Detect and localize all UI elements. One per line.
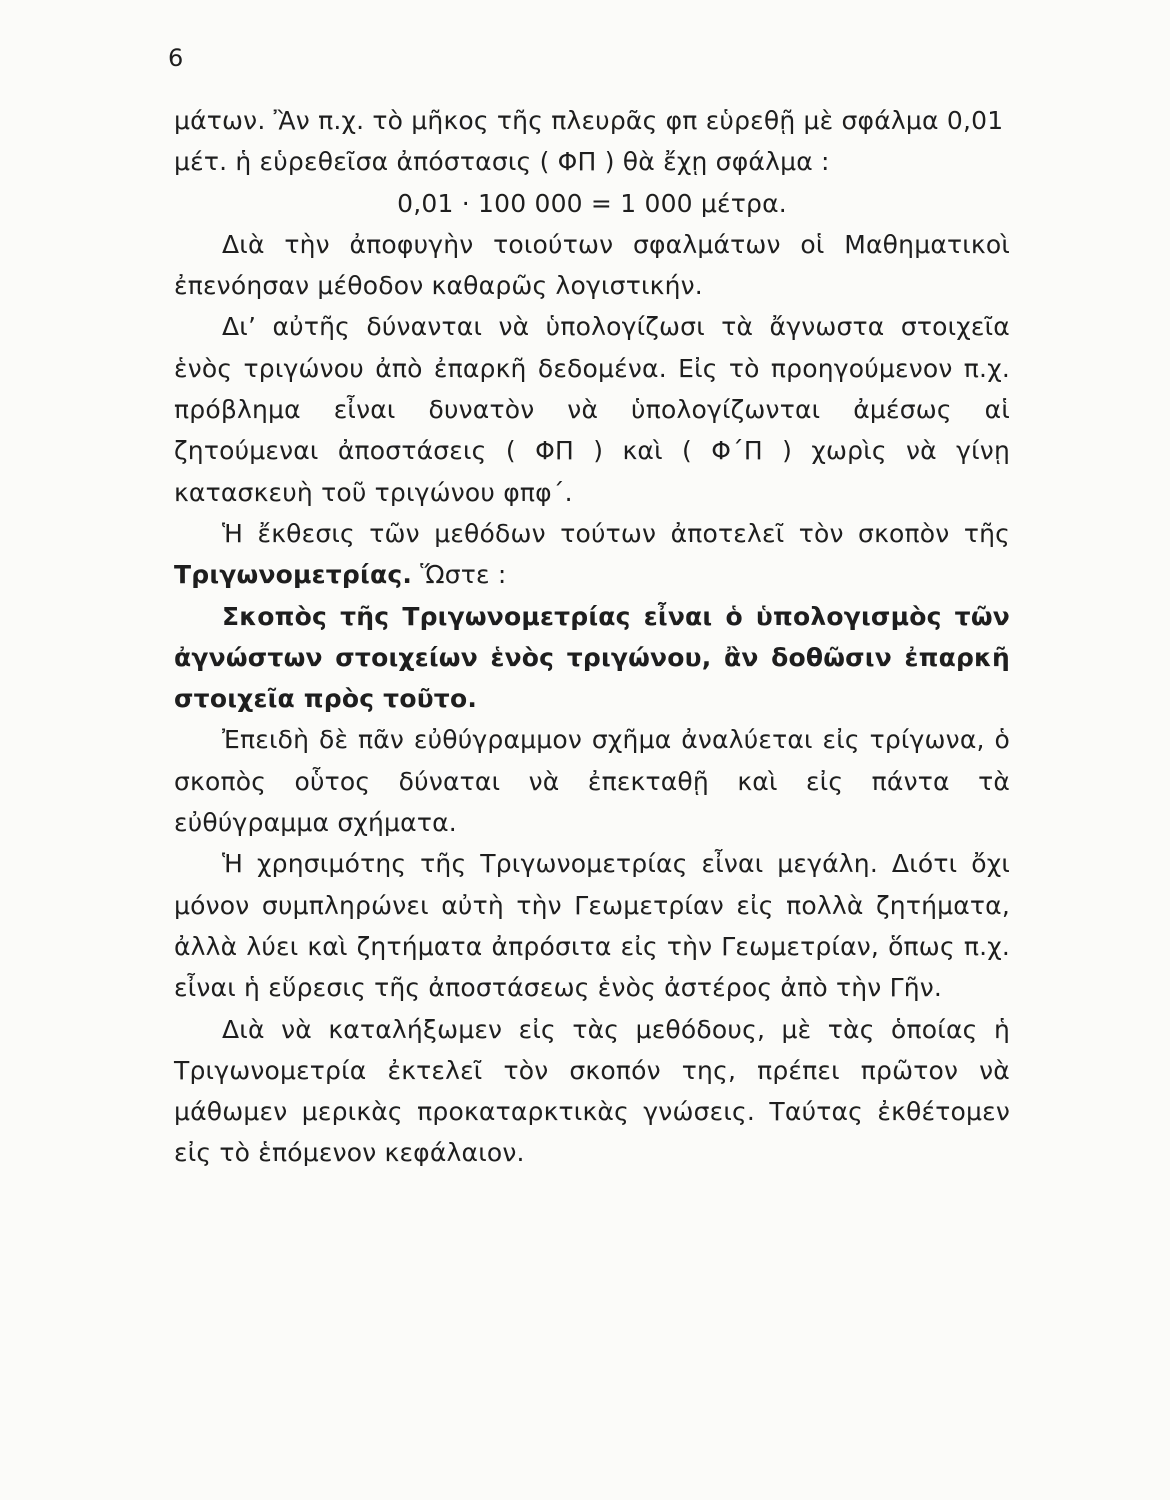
paragraph-4: [174, 513, 1010, 596]
paragraph-2: Διὰ τὴν ἀποφυγὴν τοιούτων σφαλμάτων οἱ Μαθηματικοὶ ἐπενόησαν μέθοδον καθαρῶς λογιστικήν.: [174, 229, 1010, 301]
line-1: μάτων. Ἂν π.χ. τὸ μῆκος τῆς πλευρᾶς φπ εὑρεθῇ μὲ σφάλμα 0,01: [174, 106, 1004, 135]
paragraph-4-text: Ἡ ἔκθεσις τῶν μεθόδων τούτων ἀποτελεῖ τὸν σκοπὸν τῆς: [222, 518, 1010, 548]
formula-line: 0,01 · 100 000 = 1 000 μέτρα.: [397, 188, 787, 218]
paragraph-5: Ἐπειδὴ δὲ πᾶν εὐθύγραμμον σχῆμα ἀναλύεται εἰς τρίγωνα, ὁ σκοπὸς οὗτος δύναται νὰ ἐπεκταθῇ καὶ εἰς πάντα τὰ εὐθύγραμμα σχήματα.: [174, 725, 1010, 838]
paragraph-3: Δι’ αὐτῆς δύνανται νὰ ὑπολογίζωσι τὰ ἄγνωστα στοιχεῖα ἑνὸς τριγώνου ἀπὸ ἐπαρκῆ δεδομένα. Εἰς τὸ προηγούμενον π.χ. πρόβλημα εἶναι δυνατὸν νὰ ὑπολογίζωνται ἀμέσως αἱ ζητούμεναι ἀποστάσεις ( ΦΠ ) καὶ ( Φ΄Π ) χωρὶς νὰ γίνῃ κατασκευὴ τοῦ τριγώνου φπφ΄.: [174, 312, 1010, 507]
definition-statement: Σκοπὸς τῆς Τριγωνομετρίας εἶναι ὁ ὑπολογισμὸς τῶν ἀγνώστων στοιχείων ἑνὸς τριγώνου, ἂν δοθῶσιν ἐπαρκῆ στοιχεῖα πρὸς τοῦτο.: [174, 601, 1010, 714]
paragraph-4-end: Ὥστε :: [420, 560, 507, 590]
page-body: [174, 100, 1010, 1174]
line-2: μέτ. ἡ εὑρεθεῖσα ἀπόστασις ( ΦΠ ) θὰ ἔχῃ σφάλμα :: [174, 147, 830, 177]
paragraph-continuation: [174, 100, 1010, 183]
paragraph-6: Ἡ χρησιμότης τῆς Τριγωνομετρίας εἶναι μεγάλη. Διότι ὄχι μόνον συμπληρώνει αὐτὴ τὴν Γεωμετρίαν εἰς πολλὰ ζητήματα, ἀλλὰ λύει καὶ ζητήματα ἀπρόσιτα εἰς τὴν Γεωμετρίαν, ὅπως π.χ. εἶναι ἡ εὕρεσις τῆς ἀποστάσεως ἑνὸς ἀστέρος ἀπὸ τὴν Γῆν.: [174, 849, 1010, 1003]
emphasis-term: Τριγωνομετρίας.: [174, 560, 413, 590]
paragraph-7: Διὰ νὰ καταλήξωμεν εἰς τὰς μεθόδους, μὲ τὰς ὁποίας ἡ Τριγωνομετρία ἐκτελεῖ τὸν σκοπόν της, πρέπει πρῶτον νὰ μάθωμεν μερικὰς προκαταρκτικὰς γνώσεις. Ταύτας ἐκθέτομεν εἰς τὸ ἑπόμενον κεφάλαιον.: [174, 1014, 1010, 1168]
page-number: 6: [168, 44, 184, 72]
